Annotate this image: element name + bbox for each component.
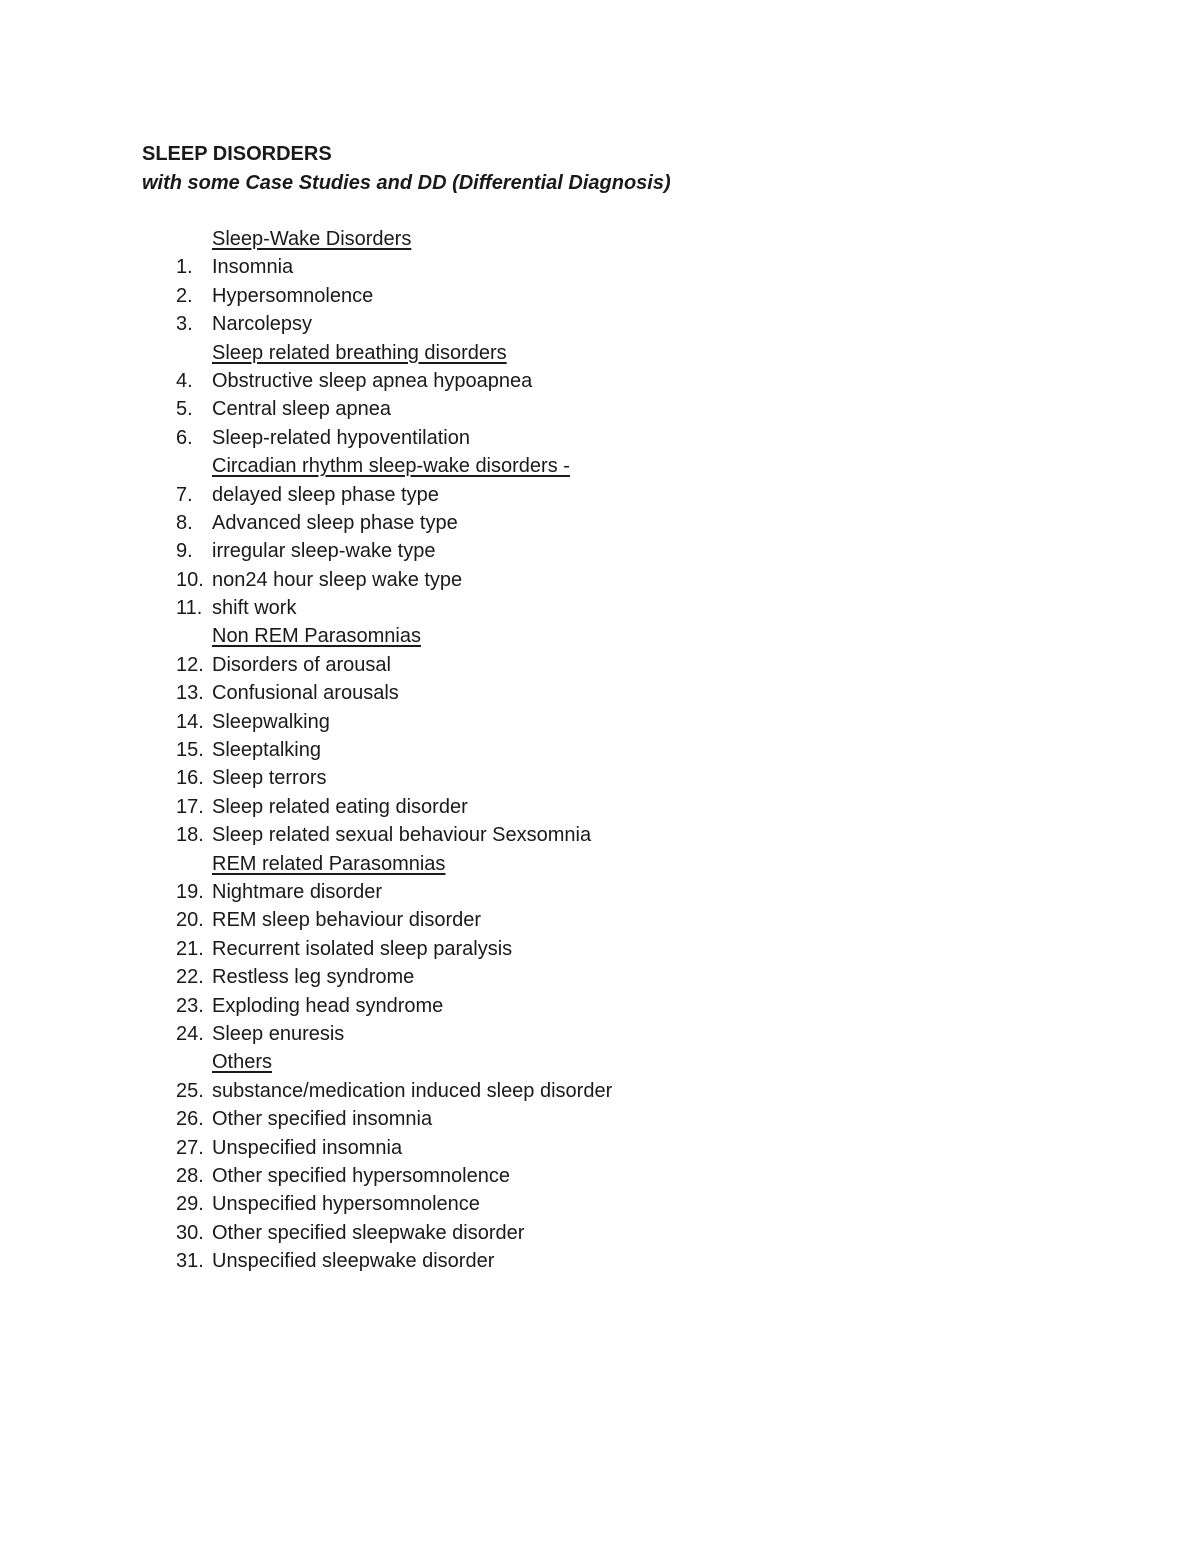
list-item-text: Sleep related sexual behaviour Sexsomnia — [212, 824, 592, 847]
list-item — [0, 1190, 1200, 1218]
section-heading-text: Sleep-Wake Disorders — [212, 228, 412, 250]
section-heading — [0, 850, 1200, 878]
list-item — [0, 481, 1200, 509]
list-item — [0, 935, 1200, 963]
list-item-text: Insomnia — [212, 256, 294, 279]
list-item — [0, 367, 1200, 395]
list-item — [0, 736, 1200, 764]
list-item — [0, 310, 1200, 338]
list-item — [0, 906, 1200, 934]
list-item — [0, 253, 1200, 281]
list-item-number: 4. — [176, 369, 193, 392]
list-item — [0, 679, 1200, 707]
list-item — [0, 1162, 1200, 1190]
document-subtitle: with some Case Studies and DD (Differential Diagnosis) — [142, 172, 671, 194]
list-item-text: Unspecified insomnia — [212, 1136, 403, 1159]
list-item-text: Advanced sleep phase type — [212, 511, 458, 534]
list-item-number: 9. — [176, 540, 193, 563]
list-item — [0, 509, 1200, 537]
list-item-text: Disorders of arousal — [212, 653, 391, 676]
list-item — [0, 1105, 1200, 1133]
section-heading-text: Non REM Parasomnias — [212, 625, 421, 648]
list-item — [0, 821, 1200, 849]
list-item-text: REM sleep behaviour disorder — [212, 909, 482, 932]
list-item-number: 23. — [176, 994, 204, 1017]
list-item-number: 22. — [176, 966, 204, 989]
list-item-number: 17. — [176, 795, 204, 818]
list-item-text: Sleepwalking — [212, 710, 330, 733]
list-item — [0, 708, 1200, 736]
list-item — [0, 566, 1200, 594]
document-title: SLEEP DISORDERS — [142, 143, 332, 165]
list-item-number: 16. — [176, 767, 204, 790]
list-item-text: Unspecified hypersomnolence — [212, 1193, 480, 1216]
list-item-text: Other specified insomnia — [212, 1108, 433, 1131]
list-item — [0, 1077, 1200, 1105]
list-item-number: 14. — [176, 710, 204, 733]
section-heading — [0, 225, 1200, 253]
list-item-number: 7. — [176, 483, 193, 506]
list-item-text: Other specified hypersomnolence — [212, 1164, 510, 1187]
list-item-number: 31. — [176, 1250, 204, 1273]
list-item-text: Sleep-related hypoventilation — [212, 426, 470, 449]
list-item-text: Narcolepsy — [212, 313, 313, 336]
list-item-text: Nightmare disorder — [212, 880, 383, 903]
list-item-text: delayed sleep phase type — [212, 483, 439, 506]
list-item-text: Other specified sleepwake disorder — [212, 1221, 525, 1244]
list-item-text: Recurrent isolated sleep paralysis — [212, 937, 513, 960]
list-item-number: 11. — [176, 597, 203, 620]
list-item-number: 25. — [176, 1079, 204, 1102]
list-item-number: 28. — [176, 1164, 204, 1187]
list-item-number: 18. — [176, 824, 204, 847]
list-item-text: Unspecified sleepwake disorder — [212, 1250, 495, 1273]
section-heading-text: REM related Parasomnias — [212, 852, 446, 875]
list-item-text: Sleeptalking — [212, 739, 321, 762]
list-item-number: 2. — [176, 284, 193, 307]
list-item-number: 8. — [176, 511, 193, 534]
list-item-number: 24. — [176, 1022, 204, 1045]
list-item — [0, 1247, 1200, 1275]
list-item-number: 29. — [176, 1193, 204, 1216]
list-item — [0, 1219, 1200, 1247]
list-item-number: 19. — [176, 880, 204, 903]
list-item — [0, 963, 1200, 991]
disorder-outline — [0, 225, 1200, 1275]
list-item-number: 10. — [176, 568, 204, 591]
list-item — [0, 992, 1200, 1020]
section-heading — [0, 452, 1200, 480]
list-item — [0, 793, 1200, 821]
list-item-text: Exploding head syndrome — [212, 994, 444, 1017]
list-item — [0, 1134, 1200, 1162]
list-item-text: Sleep terrors — [212, 767, 327, 790]
section-heading — [0, 1048, 1200, 1076]
list-item-text: Hypersomnolence — [212, 284, 374, 307]
list-item-number: 3. — [176, 313, 193, 336]
list-item-number: 26. — [176, 1108, 204, 1131]
list-item-text: non24 hour sleep wake type — [212, 568, 463, 591]
section-heading-text: Sleep related breathing disorders — [212, 341, 507, 364]
section-heading-text: Others — [212, 1051, 273, 1074]
section-heading-text: Circadian rhythm sleep-wake disorders - — [212, 455, 570, 478]
list-item — [0, 878, 1200, 906]
list-item-text: Restless leg syndrome — [212, 966, 415, 989]
list-item-text: Central sleep apnea — [212, 398, 392, 421]
list-item — [0, 395, 1200, 423]
list-item — [0, 1020, 1200, 1048]
list-item-number: 1. — [176, 256, 193, 279]
list-item-number: 13. — [176, 682, 204, 705]
list-item — [0, 282, 1200, 310]
list-item — [0, 537, 1200, 565]
list-item — [0, 651, 1200, 679]
list-item-text: Sleep related eating disorder — [212, 795, 468, 818]
list-item-number: 21. — [176, 937, 204, 960]
list-item-text: shift work — [212, 597, 297, 620]
list-item-text: Obstructive sleep apnea hypoapnea — [212, 369, 533, 392]
list-item — [0, 424, 1200, 452]
list-item-text: Confusional arousals — [212, 682, 399, 705]
list-item-number: 15. — [176, 739, 204, 762]
list-item — [0, 764, 1200, 792]
list-item-text: substance/medication induced sleep disorder — [212, 1079, 613, 1102]
list-item-number: 27. — [176, 1136, 204, 1159]
list-item-text: Sleep enuresis — [212, 1022, 345, 1045]
list-item-text: irregular sleep-wake type — [212, 540, 436, 563]
list-item-number: 30. — [176, 1221, 204, 1244]
list-item-number: 20. — [176, 909, 204, 932]
section-heading — [0, 622, 1200, 650]
list-item-number: 12. — [176, 653, 204, 676]
list-item-number: 5. — [176, 398, 193, 421]
list-item — [0, 594, 1200, 622]
section-heading — [0, 339, 1200, 367]
list-item-number: 6. — [176, 426, 193, 449]
